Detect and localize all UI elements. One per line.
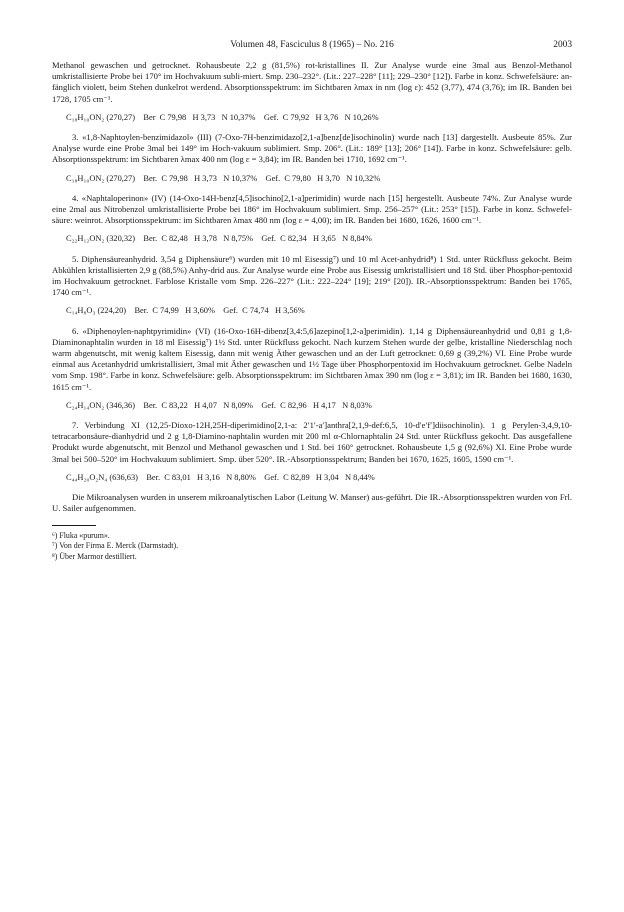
running-header (52, 40, 572, 52)
elemental-analysis-XI: C₄₄H₂₀O₂N₄ (636,63) Ber. C 83,01 H 3,16 N 8,80% Gef. C 82,89 H 3,04 N 8,44% (66, 472, 375, 482)
elemental-analysis-III: C₁₈H₁₀ON₂ (270,27) Ber. C 79,98 H 3,73 N 10,37% Gef. C 79,80 H 3,70 N 10,32% (66, 173, 381, 183)
footnote-6: ⁶) Fluka «purum». (52, 530, 110, 540)
page-number: 2003 (553, 40, 572, 50)
elemental-analysis-II: C₁₈H₁₀ON₂ (270,27) Ber C 79,98 H 3,73 N 10,37% Gef. C 79,92 H 3,76 N 10,26% (66, 112, 379, 122)
footnotes (52, 531, 572, 563)
paragraph-section-7: 7. Verbindung XI (12,25-Dioxo-12H,25H-diperimidino[2,1-a: 2′1′-a′]anthra[2,1,9-def:6,5, 10-d′e′f′]diisochinolin). 1 g Perylen-3,4,9,10-tetracarbonsäure-dianhydrid und 2 g 1,8-Diamino-naphtalin wurden mit 200 ml α-Chlornaphtalin 24 Std. unter Rückfluss gekocht. Das ausgefallene Produkt wurde abgenutscht, mit Benzol und Methanol gewaschen und 1 Std. bei 160° getrocknet. Rohausbeute 1,5 g (92,6%) XI. Eine Probe wurde 3mal bei 500–520° im Hochvakuum sublimiert. Smp. über 520°. IR.-Absorptionsspektrum; Banden bei 1670, 1625, 1605, 1590 cm⁻¹. (52, 420, 572, 464)
acknowledgement-paragraph: Die Mikroanalysen wurden in unserem mikroanalytischen Labor (Leitung W. Manser) aus-geführt. Die IR.-Absorptionsspektren wurden von Frl. U. Sailer aufgenommen. (52, 492, 572, 514)
elemental-analysis-VI: C₂₄H₁₄ON₂ (346,36) Ber. C 83,22 H 4,07 N 8,09% Gef. C 82,96 H 4,17 N 8,03% (66, 400, 372, 410)
paragraph-section-3: 3. «1,8-Naphtoylen-benzimidazol» (III) (7-Oxo-7H-benzimidazo[2,1-a]benz[de]isochinolin) wurde nach [13] dargestellt. Ausbeute 85%. Zur Analyse wurde eine Probe 3mal bei 149° im Hoch-vakuum sublimiert. Smp. 206°. (Lit.: 189° [13]; 206° [14]). Farbe in konz. Schwefelsäure: gelb. Absorptionsspektrum: im Sichtbaren λmax 400 nm (log ε = 3,84); im IR. Banden bei 1710, 1692 cm⁻¹. (52, 132, 572, 165)
footnote-rule (52, 525, 96, 526)
paragraph-section-5: 5. Diphensäureanhydrid. 3,54 g Diphensäure⁶) wurden mit 10 ml Eisessig⁷) und 10 ml Acet-anhydrid⁸) 1 Std. unter Rückfluss gekocht. Beim Abkühlen kristallisierten 2,9 g (88,5%) Anhy-drid aus. Zur Analyse wurde eine Probe aus Eisessig umkristallisiert und 18 Std. über Phosphor-pentoxid im Hochvakuum getrocknet. Farblose Kristalle vom Smp. 226–227° (Lit.: 222–224° [19]; 219° [20]). IR.-Absorptionsspektrum: Banden bei 1765, 1740 cm⁻¹. (52, 253, 572, 298)
footnote-8: ⁸) Über Marmor destilliert. (52, 551, 137, 561)
elemental-analysis-anhydride: C₁₄H₈O₃ (224,20) Ber. C 74,99 H 3,60% Gef. C 74,74 H 3,56% (66, 306, 305, 316)
elemental-analysis-IV: C₂₂H₁₂ON₂ (320,32) Ber. C 82,48 H 3,78 N 8,75% Gef. C 82,34 H 3,65 N 8,84% (66, 234, 372, 244)
paragraph-section-6: 6. «Diphenoylen-naphtpyrimidin» (VI) (16-Oxo-16H-dibenz[3,4:5,6]azepino[1,2-a]perimidin). 1,14 g Diphensäureanhydrid und 0,81 g 1,8-Diaminonaphtalin wurden in 18 ml Eisessig⁷) 1½ Std. unter Rückfluss gekocht. Nach kurzem Stehen wurde der gelbe, kristalline Niederschlag noch warm abgenutscht, mit wenig kaltem Eisessig, dann mit wenig Äther gewaschen und an der Luft getrocknet: 0,69 g (39,2%) VI. Eine Probe wurde einmal aus Acetanhydrid umkristallisiert, 3mal mit Äther gewaschen und 1½ Tage über Phosphorpentoxid im Hochvakuum getrocknet. Gelbe Nadeln vom Smp. 198°. Farbe in konz. Schwefelsäure: gelb. Absorptionsspektrum: im Sichtbaren λmax 390 nm (log ε = 3,81); im IR. Banden bei 1680, 1630, 1615 cm⁻¹. (52, 325, 572, 392)
paragraph-continuation: Methanol gewaschen und getrocknet. Rohausbeute 2,2 g (81,5%) rot-kristallines II. Zur Analyse wurde eine 3mal aus Benzol-Methanol umkristallisierte Probe bei 170° im Hochvakuum subli-miert. Smp. 230–232°. (Lit.: 227–228° [11]; 229–230° [12]). Farbe in konz. Schwefelsäure: an-fänglich violett, beim Stehen dunkelrot werdend. Absorptionsspektrum: im Sichtbaren λmax in nm (log ε): 452 (3,77), 474 (3,76); im IR. Banden bei 1728, 1705 cm⁻¹. (52, 60, 572, 104)
journal-citation: Volumen 48, Fasciculus 8 (1965) – No. 216 (230, 40, 394, 50)
footnote-7: ⁷) Von der Firma E. Merck (Darmstadt). (52, 541, 179, 551)
paragraph-section-4: 4. «Naphtaloperinon» (IV) (14-Oxo-14H-benz[4,5]isochino[2,1-a]perimidin) wurde nach [15] hergestellt. Ausbeute 74%. Zur Analyse wurde eine 2mal aus Nitrobenzol umkristallisierte Probe bei 186° im Hochvakuum sublimiert. Smp. 256–257° (Lit.: 253° [15]). Farbe in konz. Schwefel-säure: weinrot. Absorptionsspektrum: im Sichtbaren λmax 480 nm (log ε = 4,00); im IR. Banden bei 1680, 1626, 1600 cm⁻¹. (52, 192, 572, 226)
journal-page (52, 40, 572, 880)
